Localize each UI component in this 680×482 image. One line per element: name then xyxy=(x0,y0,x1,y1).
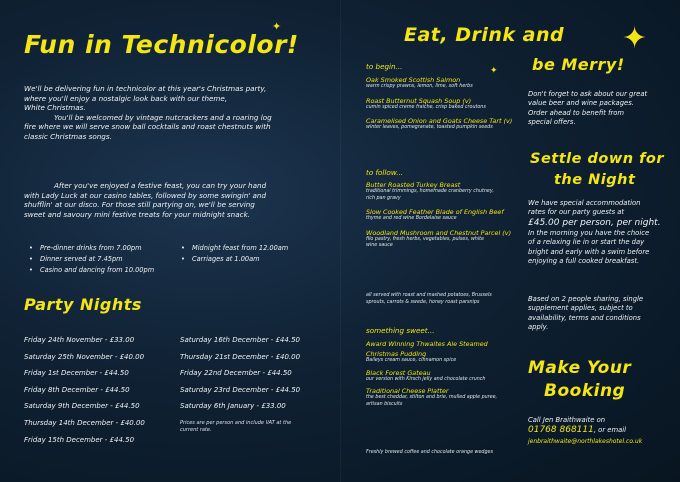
menu-item-desc: filo pastry, fresh herbs, vegetables, pulses, white xyxy=(366,236,485,242)
phone-line xyxy=(528,425,678,435)
served-note xyxy=(366,293,546,306)
intro-line: White Christmas. xyxy=(24,103,86,113)
left-title: Fun in Technicolor! xyxy=(24,30,299,59)
accom-line: We have special accommodation xyxy=(528,199,641,207)
sharing-paragraph xyxy=(528,295,676,333)
party-date: Friday 15th December - £44.50 xyxy=(24,435,135,444)
party-date: Saturday 23rd December - £44.50 xyxy=(180,385,301,394)
or-email-text: , or email xyxy=(593,426,627,434)
sharing-line: availability, terms and conditions xyxy=(528,313,641,322)
times-list-left xyxy=(40,243,190,276)
menu-item-desc: rich pan gravy xyxy=(366,195,401,201)
starters-list xyxy=(366,76,541,132)
large-star-icon: ✦ xyxy=(622,21,648,56)
menu-item-desc: our version with Kirsch jelly and chocolate crunch xyxy=(366,376,486,382)
time-item: • Pre-dinner drinks from 7.00pm xyxy=(40,243,190,254)
menu-title-line2: be Merry! xyxy=(532,55,625,74)
vat-line: Prices are per person and include VAT at the xyxy=(180,420,292,426)
offer-line: Don't forget to ask about our great xyxy=(528,90,648,98)
offer-paragraph xyxy=(528,90,673,128)
settle-title-line1: Settle down for xyxy=(530,151,665,167)
time-item: • Midnight feast from 12.00am xyxy=(192,243,332,254)
menu-title-line1: Eat, Drink and xyxy=(404,24,565,46)
offer-line: value beer and wine packages. xyxy=(528,99,634,108)
call-line: Call Jen Braithwaite on xyxy=(528,416,606,424)
intro-line: We'll be delivering fun in technicolor at this year's Christmas party, xyxy=(24,84,267,93)
party-date: Saturday 16th December - £44.50 xyxy=(180,336,300,344)
menu-item-desc: warm crispy prawns, lemon, lime, soft herbs xyxy=(366,84,473,89)
menu-item-desc: traditional trimmings, homemade cranberry chutney, xyxy=(366,189,494,194)
accom-line: bright and early with a swim before xyxy=(528,247,650,256)
menu-item-desc: Baileys cream sauce, cinnamon spice xyxy=(366,358,457,363)
menu-item-name: Award Winning Thwaites Ale Steamed xyxy=(366,340,488,348)
section-to-begin: to begin... xyxy=(366,62,403,71)
menu-item-desc: winter leaves, pomegranate, toasted pumpkin seeds xyxy=(366,125,493,131)
intro-line: You'll be welcomed by vintage nutcrackers and a roaring log xyxy=(54,112,272,122)
sharing-line: Based on 2 people sharing, single xyxy=(528,295,644,303)
party-nights-title: Party Nights xyxy=(24,295,142,314)
settle-title-line2: the Night xyxy=(554,172,636,188)
vat-line: current rate. xyxy=(180,426,212,433)
activities-paragraph xyxy=(24,181,324,219)
party-date: Saturday 25th November - £40.00 xyxy=(24,352,145,361)
vat-note xyxy=(180,420,330,434)
party-date: Thursday 14th December - £40.00 xyxy=(24,418,145,427)
party-date: Friday 24th November - £33.00 xyxy=(24,336,135,344)
party-date: Saturday 9th December - £44.50 xyxy=(24,402,140,411)
section-to-follow: to follow... xyxy=(366,168,404,177)
menu-item-name: Butter Roasted Turkey Breast xyxy=(366,181,461,189)
desserts-list xyxy=(366,340,546,408)
menu-item-desc: the best cheddar, stilton and brie, mulled apple puree, xyxy=(366,395,498,401)
times-list-right xyxy=(192,243,332,265)
para-line: shufflin' at our disco. For those still partying on, we'll be serving xyxy=(24,200,255,210)
sparkle-icon: ✦ xyxy=(272,20,282,33)
para-line: After you've enjoyed a festive feast, you can try your hand xyxy=(54,181,267,190)
menu-item-name: Woodland Mushroom and Chestnut Parcel (v) xyxy=(366,228,512,237)
party-date: Friday 1st December - £44.50 xyxy=(24,369,129,378)
intro-line: where you'll enjoy a nostalgic look back with our theme, xyxy=(24,93,228,103)
accom-line: enjoying a full cooked breakfast. xyxy=(528,257,640,266)
party-date: Friday 22nd December - £44.50 xyxy=(180,369,292,378)
intro-line: classic Christmas songs. xyxy=(24,131,112,141)
party-date: Thursday 21st December - £40.00 xyxy=(180,352,301,361)
accom-line: rates for our party guests at xyxy=(528,208,625,217)
accom-line: In the morning you have the choice xyxy=(528,228,650,237)
menu-item-name: Oak Smoked Scottish Salmon xyxy=(366,76,461,84)
menu-item-name: Christmas Pudding xyxy=(366,350,427,358)
para-line: with Lady Luck at our casino tables, followed by some swingin' and xyxy=(24,190,267,200)
page-fold xyxy=(340,0,341,482)
sparkle-icon: ✦ xyxy=(490,66,498,76)
menu-item-desc: thyme and red wine Bordelaise sauce xyxy=(366,216,457,222)
accom-line: £45.00 per person, per night. xyxy=(528,217,661,228)
served-line: all served with roast and mashed potatoes, Brussels xyxy=(366,293,492,298)
accom-line: of a relaxing lie in or start the day xyxy=(528,238,645,247)
para-line: sweet and savoury mini festive treats for your midnight snack. xyxy=(24,209,251,219)
mains-list xyxy=(366,181,546,250)
menu-item-desc: artisan biscuits xyxy=(366,401,403,407)
menu-item-desc: cumin spiced creme fraiche, crisp baked croutons xyxy=(366,104,486,110)
phone-number[interactable]: 01768 868111 xyxy=(528,425,594,435)
time-item: • Casino and dancing from 10.00pm xyxy=(40,265,190,276)
party-dates-left xyxy=(24,335,184,451)
accommodation-paragraph xyxy=(528,199,676,266)
party-date: Friday 8th December - £44.50 xyxy=(24,385,130,394)
party-dates-right xyxy=(180,335,340,418)
menu-item-name: Caramelised Onion and Goats Cheese Tart (v) xyxy=(366,117,513,126)
section-something-sweet: something sweet... xyxy=(366,326,435,335)
menu-item-name: Traditional Cheese Platter xyxy=(366,387,449,396)
time-item: • Carriages at 1.00am xyxy=(192,254,332,265)
offer-line: special offers. xyxy=(528,118,576,127)
coffee-note: Freshly brewed coffee and chocolate orange wedges xyxy=(366,450,493,455)
booking-title-line2: Booking xyxy=(544,381,626,401)
intro-line: fire where we will serve snow ball cocktails and roast chestnuts with xyxy=(24,122,271,132)
menu-item-name: Roast Butternut Squash Soup (v) xyxy=(366,96,472,105)
menu-item-desc: wine sauce xyxy=(366,243,393,249)
sharing-line: supplement applies, subject to xyxy=(528,304,633,313)
party-date: Saturday 6th January - £33.00 xyxy=(180,402,286,411)
offer-line: Order ahead to benefit from xyxy=(528,108,625,117)
booking-contact xyxy=(528,415,678,447)
sharing-line: apply. xyxy=(528,323,549,332)
menu-item-name: Slow Cooked Feather Blade of English Beef xyxy=(366,208,504,217)
menu-item-name: Black Forest Gateau xyxy=(366,368,431,377)
served-line: sprouts, carrots & swede, honey roast parsnips xyxy=(366,299,480,305)
email-link[interactable]: jenbraithwaite@northlakeshotel.co.uk xyxy=(528,438,643,445)
booking-title-line1: Make Your xyxy=(528,358,632,378)
time-item: • Dinner served at 7.45pm xyxy=(40,254,190,265)
intro-paragraph xyxy=(24,84,324,142)
